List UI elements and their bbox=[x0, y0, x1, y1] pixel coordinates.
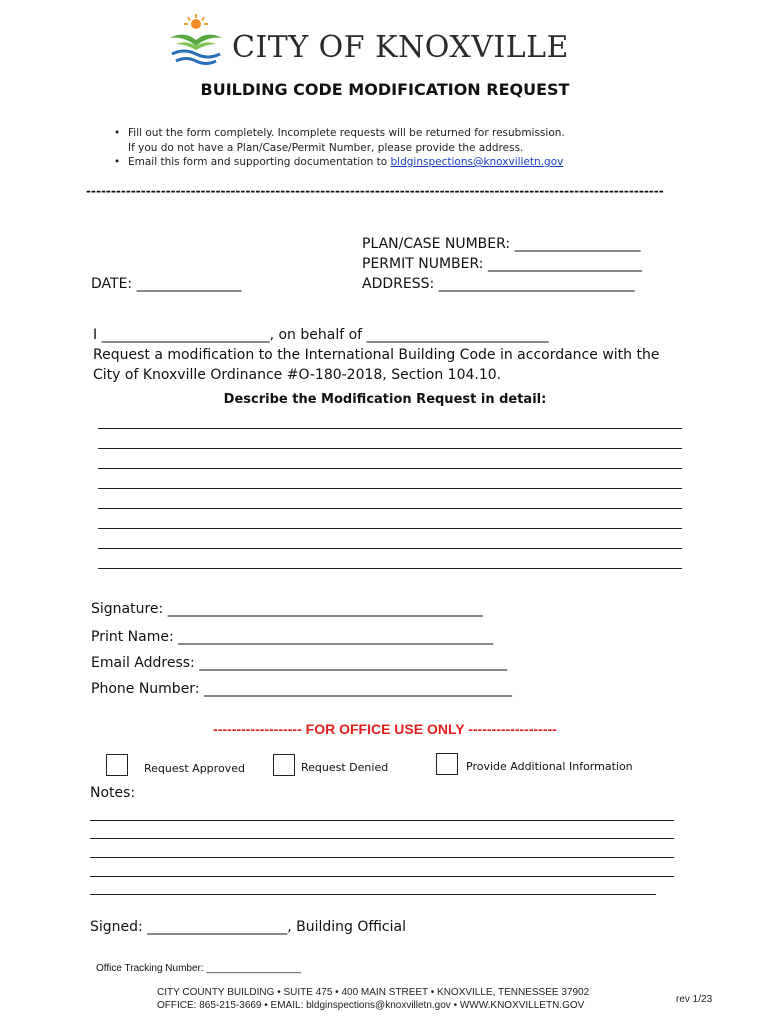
instructions-list bbox=[128, 126, 565, 170]
signed-building-official-field[interactable]: Signed: ____________________, Building Official bbox=[90, 919, 406, 935]
city-emblem-icon bbox=[166, 14, 226, 68]
plan-case-number-field[interactable]: PLAN/CASE NUMBER: __________________ bbox=[362, 236, 641, 252]
request-denied-checkbox[interactable] bbox=[273, 754, 295, 776]
request-approved-checkbox[interactable] bbox=[106, 754, 128, 776]
request-denied-label: Request Denied bbox=[301, 761, 389, 774]
provide-additional-info-label: Provide Additional Information bbox=[466, 760, 633, 773]
org-name: CITY OF KNOXVILLE bbox=[232, 30, 569, 65]
notes-line[interactable] bbox=[90, 893, 656, 895]
permit-number-field[interactable]: PERMIT NUMBER: ______________________ bbox=[362, 256, 642, 272]
instruction-item: • Fill out the form completely. Incomplete requests will be returned for resubmission. bbox=[128, 126, 565, 141]
instruction-continuation: If you do not have a Plan/Case/Permit Number, please provide the address. bbox=[128, 141, 524, 154]
footer-address: CITY COUNTY BUILDING • SUITE 475 • 400 MAIN STREET • KNOXVILLE, TENNESSEE 37902 bbox=[157, 987, 590, 998]
email-link[interactable]: bldginspections@knoxvilletn.gov bbox=[390, 156, 564, 168]
notes-line[interactable] bbox=[90, 819, 674, 821]
address-field[interactable]: ADDRESS: ____________________________ bbox=[362, 276, 635, 292]
description-line[interactable] bbox=[98, 427, 682, 429]
description-line[interactable] bbox=[98, 527, 682, 529]
phone-number-field[interactable]: Phone Number: ____________________________________________ bbox=[91, 681, 512, 697]
applicant-statement-line[interactable]: I ________________________, on behalf of __________________________ bbox=[93, 327, 549, 343]
form-title: BUILDING CODE MODIFICATION REQUEST bbox=[200, 80, 570, 99]
footer-contact: OFFICE: 865-215-3669 • EMAIL: bldginspections@knoxvilletn.gov • WWW.KNOXVILLETN.GOV bbox=[157, 1000, 585, 1011]
revision-label: rev 1/23 bbox=[676, 994, 713, 1005]
email-address-field[interactable]: Email Address: ____________________________________________ bbox=[91, 655, 508, 671]
description-line[interactable] bbox=[98, 467, 682, 469]
description-line[interactable] bbox=[98, 567, 682, 569]
provide-additional-info-checkbox[interactable] bbox=[436, 753, 458, 775]
notes-line[interactable] bbox=[90, 875, 674, 877]
description-line[interactable] bbox=[98, 507, 682, 509]
section-divider: -------------------------------------------------------------------------------------------------------------------- bbox=[86, 184, 664, 198]
date-field[interactable]: DATE: _______________ bbox=[91, 276, 242, 292]
describe-heading: Describe the Modification Request in detail: bbox=[223, 392, 547, 407]
city-logo bbox=[166, 14, 586, 68]
notes-line[interactable] bbox=[90, 837, 674, 839]
description-line[interactable] bbox=[98, 447, 682, 449]
print-name-field[interactable]: Print Name: _____________________________________________ bbox=[91, 629, 494, 645]
instruction-item: • Email this form and supporting documentation to bldginspections@knoxvilletn.gov bbox=[128, 155, 565, 170]
description-line[interactable] bbox=[98, 547, 682, 549]
signature-field[interactable]: Signature: _____________________________________________ bbox=[91, 601, 483, 617]
description-line[interactable] bbox=[98, 487, 682, 489]
statement-text-ordinance: City of Knoxville Ordinance #O-180-2018, Section 104.10. bbox=[93, 367, 502, 383]
statement-text: Request a modification to the International Building Code in accordance with the bbox=[93, 347, 660, 363]
notes-line[interactable] bbox=[90, 856, 674, 858]
request-approved-label: Request Approved bbox=[144, 762, 245, 775]
notes-label: Notes: bbox=[90, 785, 136, 801]
office-tracking-number-field[interactable]: Office Tracking Number: _________________ bbox=[96, 963, 301, 974]
office-use-heading: ------------------- FOR OFFICE USE ONLY ------------------- bbox=[213, 721, 557, 737]
